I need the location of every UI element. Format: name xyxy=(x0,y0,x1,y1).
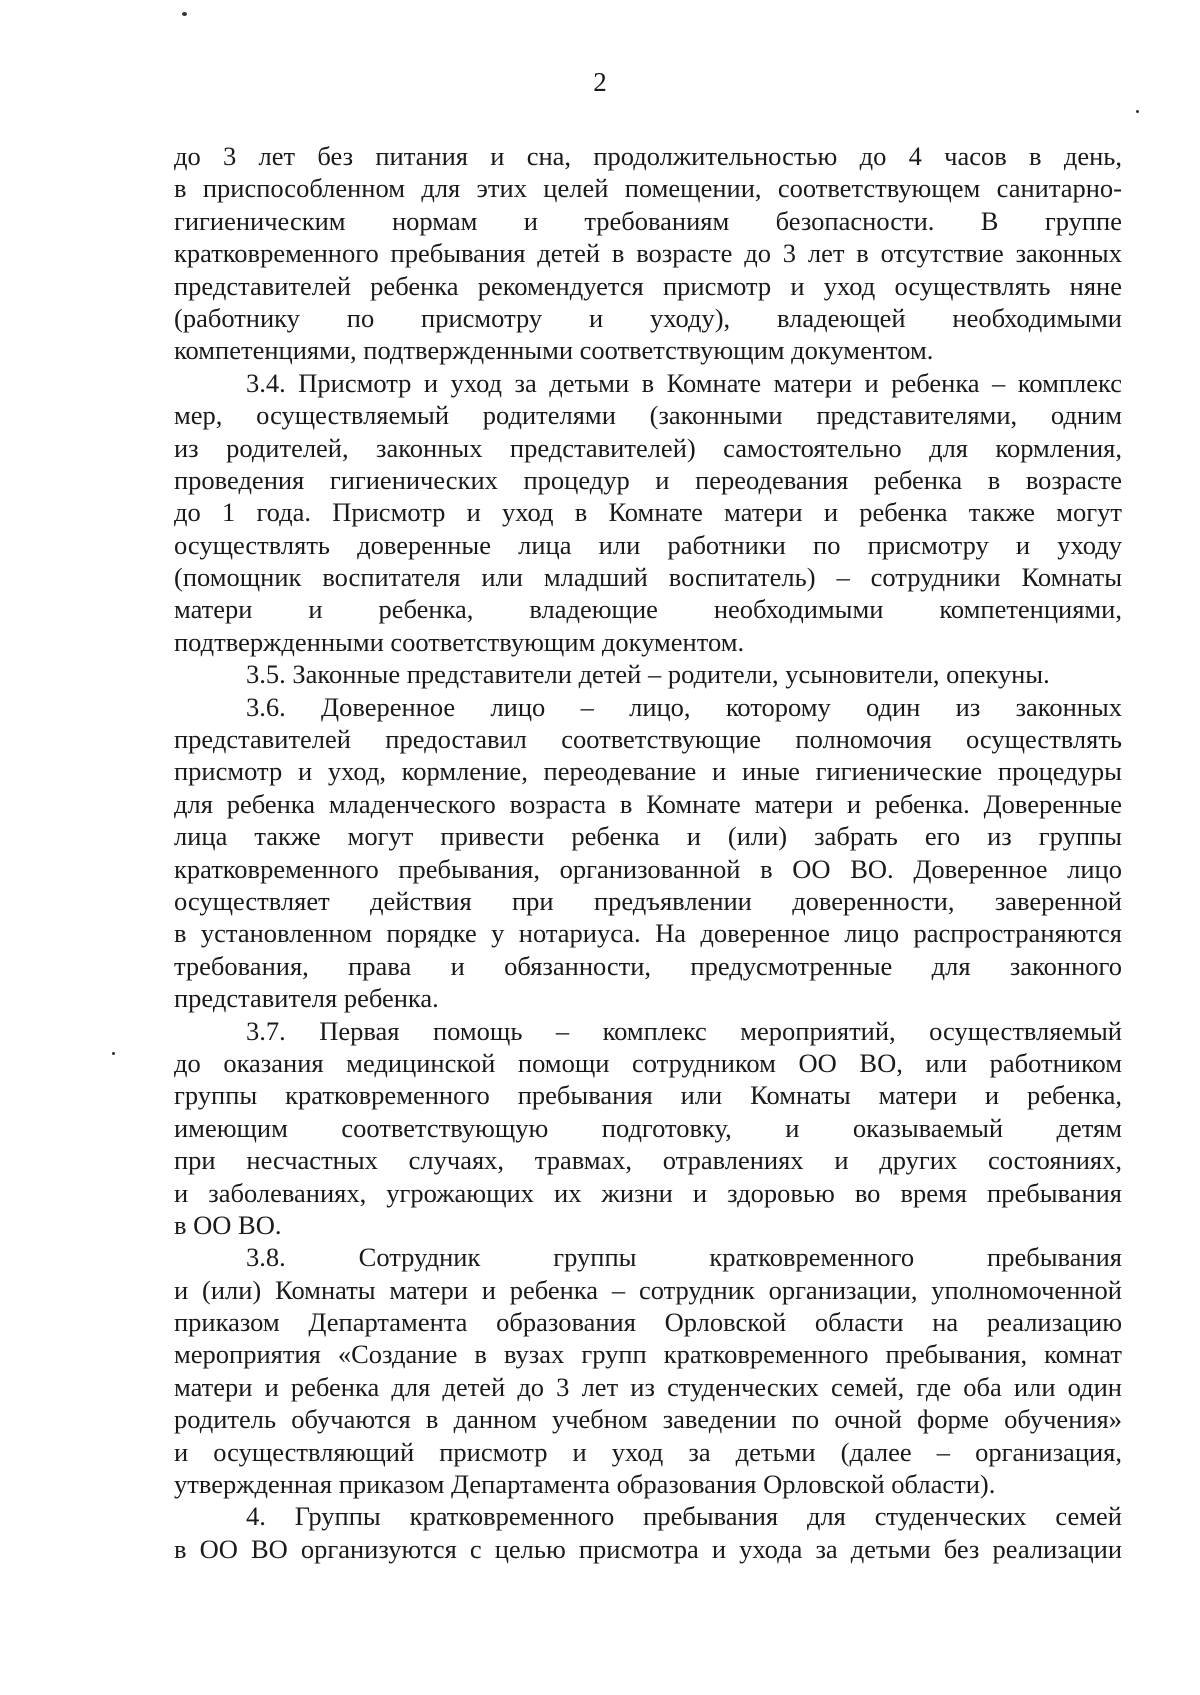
text-line: гигиеническим нормам и требованиям безопасности. В группе xyxy=(174,205,1122,236)
paragraph-p-3-8 xyxy=(174,1241,1122,1500)
text-line: до оказания медицинской помощи сотрудником ОО ВО, или работником xyxy=(174,1047,1122,1078)
text-line: в ОО ВО организуются с целью присмотра и ухода за детьми без реализации xyxy=(174,1533,1122,1564)
paragraph-p-3-6 xyxy=(174,691,1122,1015)
text-line: 4. Группы кратковременного пребывания для студенческих семей xyxy=(246,1501,1122,1532)
text-line: до 3 лет без питания и сна, продолжительностью до 4 часов в день, xyxy=(174,141,1122,171)
scan-speck xyxy=(182,12,187,16)
text-line: имеющим соответствующую подготовку, и оказываемый детям xyxy=(174,1112,1122,1143)
paragraph-p-4 xyxy=(174,1500,1122,1565)
text-line: 3.7. Первая помощь – комплекс мероприятий, осуществляемый xyxy=(246,1015,1122,1046)
text-line: (работнику по присмотру и уходу), владеющей необходимыми xyxy=(174,302,1122,333)
paragraph-p-3-7 xyxy=(174,1015,1122,1242)
text-line: осуществлять доверенные лица или работники по присмотру и уходу xyxy=(174,529,1122,560)
text-line: кратковременного пребывания детей в возрасте до 3 лет в отсутствие законных xyxy=(174,238,1122,269)
text-line: представителей предоставил соответствующие полномочия осуществлять xyxy=(174,724,1122,755)
text-line: представителей ребенка рекомендуется присмотр и уход осуществлять няне xyxy=(174,270,1122,301)
text-line: кратковременного пребывания, организованной в ОО ВО. Доверенное лицо xyxy=(174,853,1122,884)
text-line: в установленном порядке у нотариуса. На доверенное лицо распространяются xyxy=(174,918,1122,949)
text-line: присмотр и уход, кормление, переодевание и иные гигиенические процедуры xyxy=(174,756,1122,787)
text-line: (помощник воспитателя или младший воспитатель) – сотрудники Комнаты xyxy=(174,562,1122,593)
text-line: утвержденная приказом Департамента образования Орловской области). xyxy=(174,1469,996,1500)
text-line: в приспособленном для этих целей помещении, соответствующем санитарно- xyxy=(174,173,1122,204)
page-number: 2 xyxy=(593,67,607,97)
scan-speck xyxy=(112,1052,115,1055)
text-line: в ОО ВО. xyxy=(174,1209,282,1240)
text-line: компетенциями, подтвержденными соответствующим документом. xyxy=(174,335,934,366)
text-line: осуществляет действия при предъявлении доверенности, заверенной xyxy=(174,885,1122,916)
text-line: и заболеваниях, угрожающих их жизни и здоровью во время пребывания xyxy=(174,1177,1122,1208)
text-line: 3.8. Сотрудник группы кратковременного пребывания xyxy=(246,1242,1122,1273)
text-line: мероприятия «Создание в вузах групп кратковременного пребывания, комнат xyxy=(174,1339,1122,1370)
text-line: из родителей, законных представителей) самостоятельно для кормления, xyxy=(174,432,1122,463)
text-line: родитель обучаются в данном учебном заведении по очной форме обучения» xyxy=(174,1404,1122,1435)
text-line: для ребенка младенческого возраста в Комнате матери и ребенка. Доверенные xyxy=(174,788,1122,819)
paragraph-p-3-5 xyxy=(174,658,1122,690)
scan-speck xyxy=(1136,110,1139,113)
text-line: и осуществляющий присмотр и уход за детьми (далее – организация, xyxy=(174,1436,1122,1467)
text-line: матери и ребенка для детей до 3 лет из студенческих семей, где оба или один xyxy=(174,1371,1122,1402)
text-line: лица также могут привести ребенка и (или) забрать его из группы xyxy=(174,821,1122,852)
paragraph-p-cont xyxy=(174,140,1122,367)
paragraph-p-3-4 xyxy=(174,367,1122,659)
text-line: 3.4. Присмотр и уход за детьми в Комнате матери и ребенка – комплекс xyxy=(246,367,1122,398)
text-line: и (или) Комнаты матери и ребенка – сотрудник организации, уполномоченной xyxy=(174,1274,1122,1305)
text-line: проведения гигиенических процедур и переодевания ребенка в возрасте xyxy=(174,464,1122,495)
text-line: представителя ребенка. xyxy=(174,983,439,1014)
text-line: при несчастных случаях, травмах, отравлениях и других состояниях, xyxy=(174,1145,1122,1176)
text-line: мер, осуществляемый родителями (законными представителями, одним xyxy=(174,400,1122,431)
text-line: до 1 года. Присмотр и уход в Комнате матери и ребенка также могут xyxy=(174,497,1122,528)
document-body xyxy=(174,140,1122,1565)
text-line: 3.6. Доверенное лицо – лицо, которому один из законных xyxy=(246,691,1122,722)
text-line: требования, права и обязанности, предусмотренные для законного xyxy=(174,950,1122,981)
text-line: приказом Департамента образования Орловской области на реализацию xyxy=(174,1307,1122,1338)
text-line: матери и ребенка, владеющие необходимыми компетенциями, xyxy=(174,594,1122,625)
text-line: подтвержденными соответствующим документом. xyxy=(174,626,745,657)
text-line: 3.5. Законные представители детей – родители, усыновители, опекуны. xyxy=(246,659,1050,690)
text-line: группы кратковременного пребывания или Комнаты матери и ребенка, xyxy=(174,1080,1122,1111)
